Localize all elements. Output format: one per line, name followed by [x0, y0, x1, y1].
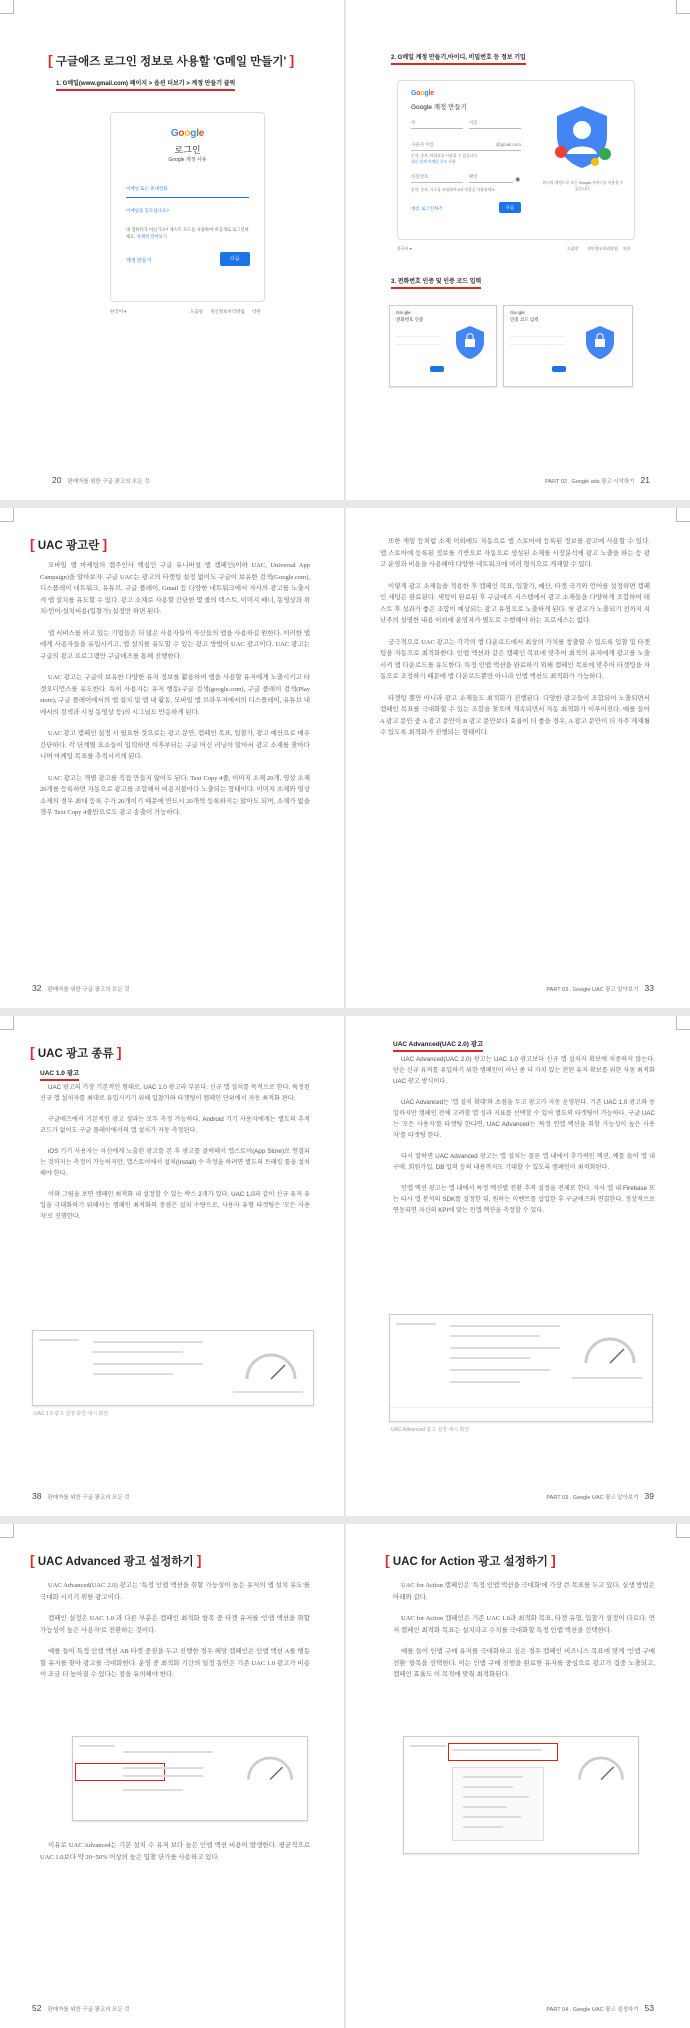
step-3-label: 3. 전화번호 인증 및 인증 코드 입력 — [391, 276, 481, 289]
code-next-button[interactable] — [552, 366, 566, 372]
page-33 — [345, 508, 690, 1008]
page-52 — [0, 1524, 345, 2028]
signup-title: Google 계정 만들기 — [411, 104, 467, 111]
next-button[interactable]: 다음 — [220, 252, 250, 266]
page-20 — [0, 0, 345, 500]
google-logo: Google — [170, 128, 205, 139]
figure-caption: UAC 1.0 광고 설정 화면 예시 화면 — [34, 1411, 109, 1417]
page-39 — [345, 1016, 690, 1516]
help-link[interactable]: 도움말 — [567, 246, 579, 251]
verify-next-button[interactable] — [430, 366, 444, 372]
page-footer: 38 판매자를 위한 구글 광고의 모든 것 — [32, 1491, 130, 1501]
page-21 — [345, 0, 690, 500]
section-heading: [ UAC for Action 광고 설정하기 ] — [385, 1552, 556, 1568]
page-footer: 52 판매자를 위한 구글 광고의 모든 것 — [32, 2003, 130, 2013]
lock-shield-icon — [582, 324, 618, 360]
figure-caption: UAC Advanced 광고 설정 예시 화면 — [391, 1427, 470, 1433]
signin-instead-link[interactable]: 대신 로그인하기 — [411, 206, 443, 211]
last-name-field[interactable]: 성 — [411, 120, 463, 129]
page-footer: 20 판매자를 위한 구글 광고의 모든 것 — [52, 475, 150, 485]
account-shield-icon — [547, 102, 617, 172]
section-heading: [ UAC 광고란 ] — [30, 536, 108, 552]
gauge-icon — [580, 1329, 640, 1369]
for-action-campaign-screenshot — [403, 1736, 639, 1854]
body-text: 모바일 앱 마케팅의 캠주인사 핵심인 구글 유니버설 앱 캠페인(이하 UAC, Universal App Campaign)을 알아보자. 구글 UAC는 광고의 타겟팅 설정 없이도 구글이 보유한 검색(Google.com), 디스플레이 네트워크, 유튜브, 구글 플레이, Gmail 등 다양한 네트워크에서 자사의 광고를 노출시켜 앱 설치를 유도할 수 있다. 광고 소재로 사용할 간단한 몇 줄의 텍스트, 이미지 배너, 동영상과 위치/언어/설치비용(입찰가) 설정만 하면 된다. 앱 서비스를 하고 있는 기업들은 더 많은 사용자들이 자신들의 앱을 사용하길 원한다. 이러한 앱에게 사용자들을 유입시키고, 앱 설치를 유도할 수 있는 광고 방법이 UAC 광고이다. UAC 광고는 구글의 광고 프로그램만 구글애즈를 통해 진행한다. UAC 광고는 구글이 보유한 다양한 유저 정보를 활용하여 앱을 사용할 유저에게 노출시키고 타겟오디언스를 유도한다. 특히 사용자는 유저 행동(구글 검색(google.com), 구글 플레이 검색(Play store), 구글 플레이에서의 앱 설치 및 앱 내 활동, 모바일 앱 브라우저에서의 디스플레이, 유튜브 내에서의 검색과 시청 동영상 등)의 시그널도 반응하게 된다. UAC 광고 캠페인 설정 시 필요한 것으로는 광고 문안, 캠페인 목표, 입찰가, 광고 예산으로 매우 간단하다. 각 단계별 요소들이 입력하면 이후부터는 구글 머신 러닝이 알아서 광고 소재를 찾아다니며 마케팅 목표를 추적시키게 된다. UAC 광고는 개별 광고를 직접 만들지 않아도 된다. Text Copy 4줄, 이미지 소재 20개, 영상 소재 20개를 등록하면 자동으로 광고를 조합해서 비용지불마다 노출되는 형태이다. 이미지 소재와 영상 소재의 경우 최대 등록 수가 20개이기 때문에 반드시 20개씩 등록하지는 않아도 되며, 소재가 없을 경우 Text Copy 4줄만으로도 광고 송출이 가능하다. — [40, 562, 310, 816]
use-email-link[interactable]: 대신 현재 이메일 주소 사용 — [411, 160, 456, 164]
language-select[interactable]: 한국어 ▾ — [397, 246, 412, 251]
body-text: UAC for Action 캠페인은 '특정 인앱 액션을 극대화'에 가장 큰 목표를 두고 있다. 실생 방법은 아래와 같다. UAC for Action 캠페인은 기존 UAC 1.0과 최적화 목표, 타겟 유형, 입찰가 설정이 다르다. 먼저 캠페인 최적화 목표는 설치라고 수치를 극대화할 특정 인앱 액션을 선택한다. 예를 들어 인앱 구매 유저를 극대화하고 싶은 경우 캠페인 비즈니스 목표에 맞게 '인앱 구매 전환' 항목을 선택한다. 이는 인앱 구매 진행을 완료한 유저를 중심으로 광고가 집중 노출되고, 캠페인 효율도 이 목적에 맞춰 최적화된다. — [393, 1582, 655, 1678]
page-53 — [345, 1524, 690, 2028]
code-verification-screenshot: Google 인증 코드 입력 — [503, 305, 633, 387]
forgot-email-link[interactable]: 이메일을 잊으셨나요? — [126, 208, 169, 213]
terms-link[interactable]: 약관 — [252, 309, 261, 314]
login-title: 로그인 — [174, 145, 201, 155]
language-select[interactable]: 한국어 ▾ — [110, 309, 127, 314]
login-subtitle: Google 계정 사용 — [168, 157, 207, 163]
spread-3 — [0, 1016, 690, 1516]
guest-mode-text: 내 컴퓨터가 아닌가요? 게스트 모드를 사용하여 비공개로 로그인하세요. 자세히 알아보기 — [126, 227, 249, 239]
uac-advanced-settings-screenshot — [389, 1314, 653, 1422]
body-text: 또한 게임 등처럼 소재 이외에도 자동으로 앱 스토어에 등록된 정보를 광고에 사용할 수 있다. 앱 스토어에 등록된 정보를 기반으로 자동으로 생성된 소재를 시장분석에 광고 노출을 하는 등 광고 운영과 비용을 사용해야 다양한 네트워크에 여러 형식으로 게재할 수 있다. 이렇게 광고 소재들을 적용한 후 캠페인 목표, 입찰가, 예산, 타겟 국가와 언어를 설정하면 캠페인 세팅은 완료된다. 세팅이 완료된 후 구글애즈 시스템에서 광고 소재들을 다양하게 조합하여 테스트 후 성과가 좋은 조합이 예상되는 광고 유형으로 노출하게 된다. 첫 광고가 노출되기 전까지 지난주의 설명한 내용 이외에 운영자가 별도로 수행해야 하는 프로세스는 없다. 궁극적으로 UAC 광고는 각각의 앱 다운로드에서 최상의 가치를 창출할 수 있도록 입찰 및 타겟팅을 자동으로 최적화한다. 인앱 액션과 같은 캠페인 목표에 맞추어 최적의 유저에게 광고를 노출시켜 앱 다운로드를 유도한다. 특정 인앱 액션을 완료하기 위해 캠페인 목표에 맞추어 타겟팅을 자동으로 조정하기 때문에 앱 다운로드뿐만 아니라 인앱 액션도 최적화가 가능하다. 타겟팅 뿐만 아니라 광고 소재들도 최적화가 진행된다. 다양한 광고들이 조합되어 노출되면서 캠페인 목표를 극대화할 수 있는 조합을 찾으며 계속되면서 자동 최적화가 이루어진다. 예를 들어 A 광고 문안 중 A 광고 문안이 B 광고 문안보다 효율이 더 좋을 경우, A 광고 문안이 더 자주 게재될 수 있도록 최적화가 진행되는 형태이다. — [380, 538, 650, 736]
spread-1 — [0, 0, 690, 500]
page-footer: PART 03 . Google UAC 광고 알아보기 33 — [546, 983, 654, 993]
google-logo: Google — [411, 90, 434, 97]
username-field[interactable]: 사용자 이름 @gmail.com — [411, 142, 521, 151]
page-footer: PART 02 . Google ads 광고 시작하기 21 — [545, 475, 650, 485]
first-name-field[interactable]: 이름 — [469, 120, 521, 129]
password-field[interactable]: 비밀번호 — [411, 174, 463, 183]
uac-1-subheading: UAC 1.0 광고 — [40, 1068, 79, 1081]
signup-side-text: 하나의 계정으로 모든 Google 서비스를 이용할 수 있습니다. — [542, 181, 624, 191]
page-38 — [0, 1016, 345, 1516]
section-heading: [ UAC Advanced 광고 설정하기 ] — [30, 1552, 202, 1568]
code-title: 인증 코드 입력 — [510, 317, 539, 322]
learn-more-link[interactable]: 자세히 알아보기 — [136, 234, 167, 239]
confirm-password-field[interactable]: 확인 — [469, 174, 513, 183]
gauge-icon — [243, 1749, 297, 1785]
highlight-box — [448, 1743, 558, 1761]
highlight-box — [75, 1763, 165, 1781]
lock-shield-icon — [452, 324, 488, 360]
body-text: UAC 광고의 가장 기본적인 형태로, UAC 1.0 광고라 부른다. 신규 앱 설치를 목적으로 한다. 특정된 신규 앱 설치자를 최대로 유입시키기 위해 입찰가와 타겟팅이 캠페인 단위에서 자동 최적화 된다. 구글애즈에서 기본적인 광고 성과는 모두 측정 가능하다. Android 기기 사용자에게는 별도의 추적 코드가 없어도 구글 플레이에서의 앱 설치가 자동 측정된다. iOS 기기 사용자는 자신에게 노출된 광고를 본 후 광고를 클릭해서 앱스토어(App Store)로 연결되는 것까지는 측정이 가능하지만, 앱스토어에서 설치(Install) 수 측정을 하려면 별도의 트래킹 툴을 설치해야 한다. 이와 그림을 보면 캠페인 최적화 내 설정할 수 있는 박스 2개가 있다. UAC 1.0과 같이 신규 유저 유입을 극대화하기 위해서는 캠페인 최적화의 중점은 설치 수량으로, 사용자 유형 타겟팅은 '모든 사용자'로 진행한다. — [40, 1084, 310, 1220]
step-2-label: 2. G메일 계정 만들기,아이디, 비밀번호 등 정보 기입 — [391, 52, 526, 65]
eye-icon[interactable]: ◉ — [515, 177, 521, 183]
uac-advanced-subheading: UAC Advanced(UAC 2.0) 광고 — [393, 1039, 483, 1052]
body-text: UAC Advanced(UAC 2.0) 광고는 UAC 1.0 광고보다 신규 앱 설치자 확보에 치중하지 않는다. 단순 신규 유저를 유입하기 위한 캠페인이 아닌 좀 더 가치 있는 전된 유저 확보를 위한 자동 최적화 UAC 광고 방식이다. UAC Advanced는 '앱 설치 확대'와 초점을 두고 광고가 자동 운영된다. 기존 UAC 1.0 광고와 동일하지만 캠페인 전체 고려할 앱 성과 지표를 선택할 수 있어 별도의 타겟팅이 가능하다. 구글 UAC는 '모든 사용자'를 타겟팅 한다면, UAC Advanced는 '특정 인앱 액션을 취할 가능성이 높은 사용자'를 타겟팅 한다. 다시 말하면 UAC Advanced 광고는 앱 설치는 물론 앱 내에서 추가적인 액션, 예를 들어 앱 내 구매, 회원가입, DB 입력 등의 내용까지도 기대할 수 있도록 캠페인이 최적화된다. 인앱 액션 광고는 앱 내에서 특정 액션별 전환 추적 설정을 전제로 한다. 자사 앱 내 Firebase 또는 타사 앱 분석의 SDK를 설정한 뒤, 원하는 이벤트를 삽입한 후 구글애즈와 연결한다. 정상적으로 연동되면 자신의 KPI에 맞는 인앱 액션을 측정할 수 있다. — [393, 1056, 655, 1214]
body-text-tail: 이유로 UAC Advanced는 기본 설치 수 유저 보다 높은 인앱 액션 비용이 발생한다. 평균적으로 UAC 1.0보다 약 20~50% 이상의 높은 입찰 단가를 사용하고 있다. — [40, 1842, 310, 1861]
uac1-settings-screenshot — [32, 1330, 314, 1406]
next-button[interactable]: 다음 — [499, 202, 521, 213]
step-1-label: 1. G메일(www.gmail.com) 페이지 > 옵션 더보기 > 계정 만들기 클릭 — [56, 78, 235, 91]
google-login-screenshot — [110, 112, 265, 322]
terms-link[interactable]: 약관 — [623, 246, 631, 251]
username-hint: 문자, 숫자, 마침표를 사용할 수 있습니다. — [411, 154, 479, 158]
page-footer: PART 03 . Google UAC 광고 알아보기 39 — [546, 1491, 654, 1501]
privacy-link[interactable]: 개인정보처리방침 — [210, 309, 245, 314]
gauge-icon — [574, 1749, 628, 1785]
spread-2 — [0, 508, 690, 1008]
section-heading: [ UAC 광고 종류 ] — [30, 1044, 122, 1060]
page-32 — [0, 508, 345, 1008]
phone-verification-screenshot: Google 전화번호 인증 — [389, 305, 497, 387]
spread-4 — [0, 1524, 690, 2028]
password-hint: 문자, 숫자, 기호를 조합하여 8자 이상을 사용하세요. — [411, 188, 496, 192]
section-heading: [ 구글애즈 로그인 정보로 사용할 'G메일 만들기' ] — [48, 52, 295, 68]
create-account-link[interactable]: 계정 만들기 — [126, 258, 152, 264]
dropdown-list[interactable] — [452, 1767, 544, 1841]
google-signup-screenshot — [397, 80, 635, 255]
page-footer: PART 04 . Google UAC 광고 설정하기 53 — [546, 2003, 654, 2013]
verify-title: 전화번호 인증 — [396, 317, 424, 322]
advanced-campaign-screenshot — [72, 1736, 308, 1821]
body-text: UAC Advanced(UAC 2.0) 광고는 '특정 인앱 액션을 취할 가능성이 높은 유저의 앱 설치 유도'를 극대화 시키기 위한 광고이다. 캠페인 설정은 UAC 1.0 과 다른 부분은 캠페인 최적화 항목 중 타겟 유저를 '인앱 액션을 취할 가능성이 높은 사용자'로 전환하는 것이다. 예를 들어 특정 인앱 액션 AB 타겟 중점을 두고 진행한 경우 해당 캠페인은 인앱 액션 A를 행동할 유저를 찾아 광고를 극대화한다. 운영 중 최적화 기간의 일정 동안은 기존 UAC 1.0 광고가 비용이 조금 더 높아질 수 있다는 점을 유의해야 한다. — [40, 1582, 310, 1678]
page-footer: 32 판매자를 위한 구글 광고의 모든 것 — [32, 983, 130, 993]
privacy-link[interactable]: 개인정보처리방침 — [587, 246, 618, 251]
email-field[interactable]: 이메일 또는 휴대전화 — [126, 186, 249, 198]
gauge-icon — [241, 1345, 301, 1385]
help-link[interactable]: 도움말 — [190, 309, 204, 314]
